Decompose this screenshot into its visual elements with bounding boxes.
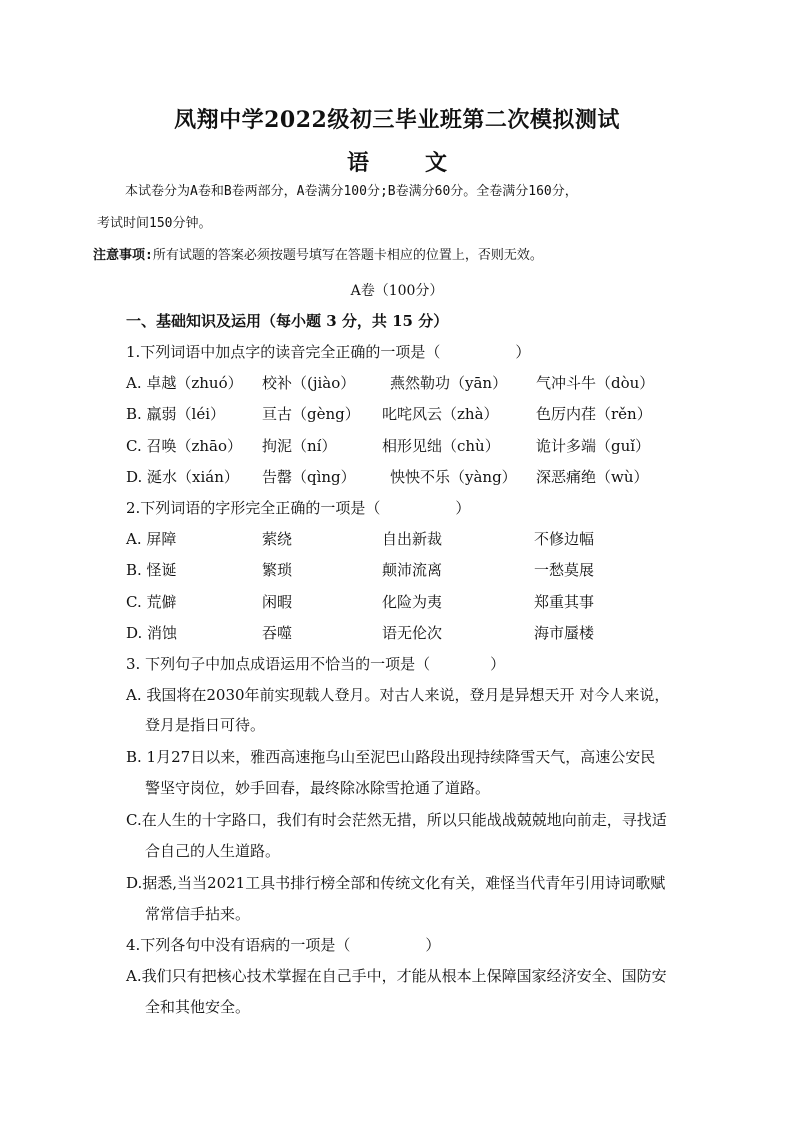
question-3-option-d-cont: 常常信手拈来。 (145, 905, 251, 923)
option-cell: B. 羸弱（léi） (126, 405, 226, 423)
option-cell: D. 涎水（xián） (126, 468, 239, 486)
subject-char-1: 语 (346, 150, 369, 176)
option-cell: 叱咤风云（zhà） (382, 405, 499, 423)
option-cell: 拘泥（ní） (262, 437, 337, 455)
option-cell: 相形见绌（chù） (382, 437, 500, 455)
option-cell: 自出新裁 (382, 530, 443, 548)
option-cell: 怏怏不乐（yàng） (390, 468, 517, 486)
exam-title: 凤翔中学2022级初三毕业班第二次模拟测试 (174, 107, 620, 133)
question-1-stem: 1.下列词语中加点字的读音完全正确的一项是（ ） (126, 343, 531, 361)
option-cell: 亘古（gèng） (262, 405, 360, 423)
question-2-stem: 2.下列词语的字形完全正确的一项是（ ） (126, 499, 471, 517)
option-cell: A. 屏障 (126, 530, 177, 548)
option-cell: 吞噬 (262, 624, 293, 642)
question-3-option-a-cont: 登月是指日可待。 (145, 716, 266, 734)
question-3-stem: 3. 下列句子中加点成语运用不恰当的一项是（ ） (126, 655, 506, 673)
option-cell: 萦绕 (262, 530, 293, 548)
section-1-title: 一、基础知识及运用（每小题 3 分，共 15 分） (126, 312, 449, 330)
option-cell: 不修边幅 (534, 530, 595, 548)
option-cell: 校补（(jiào） (262, 374, 356, 392)
question-3-option-c-cont: 合自己的人生道路。 (145, 842, 281, 860)
intro-line-1: 本试卷分为A卷和B卷两部分，A卷满分100分;B卷满分60分。全卷满分160分， (125, 184, 578, 199)
option-cell: C. 荒僻 (126, 593, 177, 611)
option-cell: 气冲斗牛（dòu） (536, 374, 655, 392)
option-cell: 色厉内荏（rěn） (536, 405, 652, 423)
option-cell: 繁琐 (262, 561, 293, 579)
option-cell: 语无伦次 (382, 624, 443, 642)
question-3-option-c: C.在人生的十字路口，我们有时会茫然无措，所以只能战战兢兢地向前走，寻找适 (126, 811, 667, 829)
section-a-heading: A卷（100分） (350, 283, 444, 299)
option-cell: D. 消蚀 (126, 624, 178, 642)
question-4-stem: 4.下列各句中没有语病的一项是（ ） (126, 936, 441, 954)
question-3-option-d: D.据悉,当当2021工具书排行榜全部和传统文化有关，难怪当代青年引用诗词歌赋 (126, 874, 666, 892)
notice-label: 注意事项: (93, 248, 153, 263)
option-cell: 深恶痛绝（wù） (536, 468, 649, 486)
option-cell: 郑重其事 (534, 593, 595, 611)
option-cell: 诡计多端（guǐ） (536, 437, 651, 455)
question-4-option-a-cont: 全和其他安全。 (145, 998, 251, 1016)
subject-char-2: 文 (425, 150, 448, 176)
question-3-option-b-cont: 警坚守岗位，妙手回春，最终除冰除雪抢通了道路。 (145, 779, 491, 797)
question-4-option-a: A.我们只有把核心技术掌握在自己手中，才能从根本上保障国家经济安全、国防安 (126, 967, 667, 985)
question-3-option-b: B. 1月27日以来，雅西高速拖乌山至泥巴山路段出现持续降雪天气，高速公安民 (126, 748, 656, 766)
option-cell: 海市蜃楼 (534, 624, 595, 642)
option-cell: C. 召唤（zhāo） (126, 437, 243, 455)
option-cell: B. 怪诞 (126, 561, 177, 579)
option-cell: 闲暇 (262, 593, 293, 611)
question-3-option-a: A. 我国将在2030年前实现载人登月。对古人来说，登月是异想天开 对今人来说， (126, 686, 670, 704)
option-cell: 燕然勒功（yān） (390, 374, 508, 392)
option-cell: 告罄（qìng） (262, 468, 356, 486)
subject-heading (0, 146, 794, 177)
option-cell: A. 卓越（zhuó） (126, 374, 243, 392)
option-cell: 化险为夷 (382, 593, 443, 611)
option-cell: 一愁莫展 (534, 561, 595, 579)
notice (93, 244, 543, 263)
notice-text: 所有试题的答案必须按题号填写在答题卡相应的位置上，否则无效。 (152, 248, 543, 263)
intro-line-2: 考试时间150分钟。 (97, 216, 212, 231)
option-cell: 颠沛流离 (382, 561, 443, 579)
